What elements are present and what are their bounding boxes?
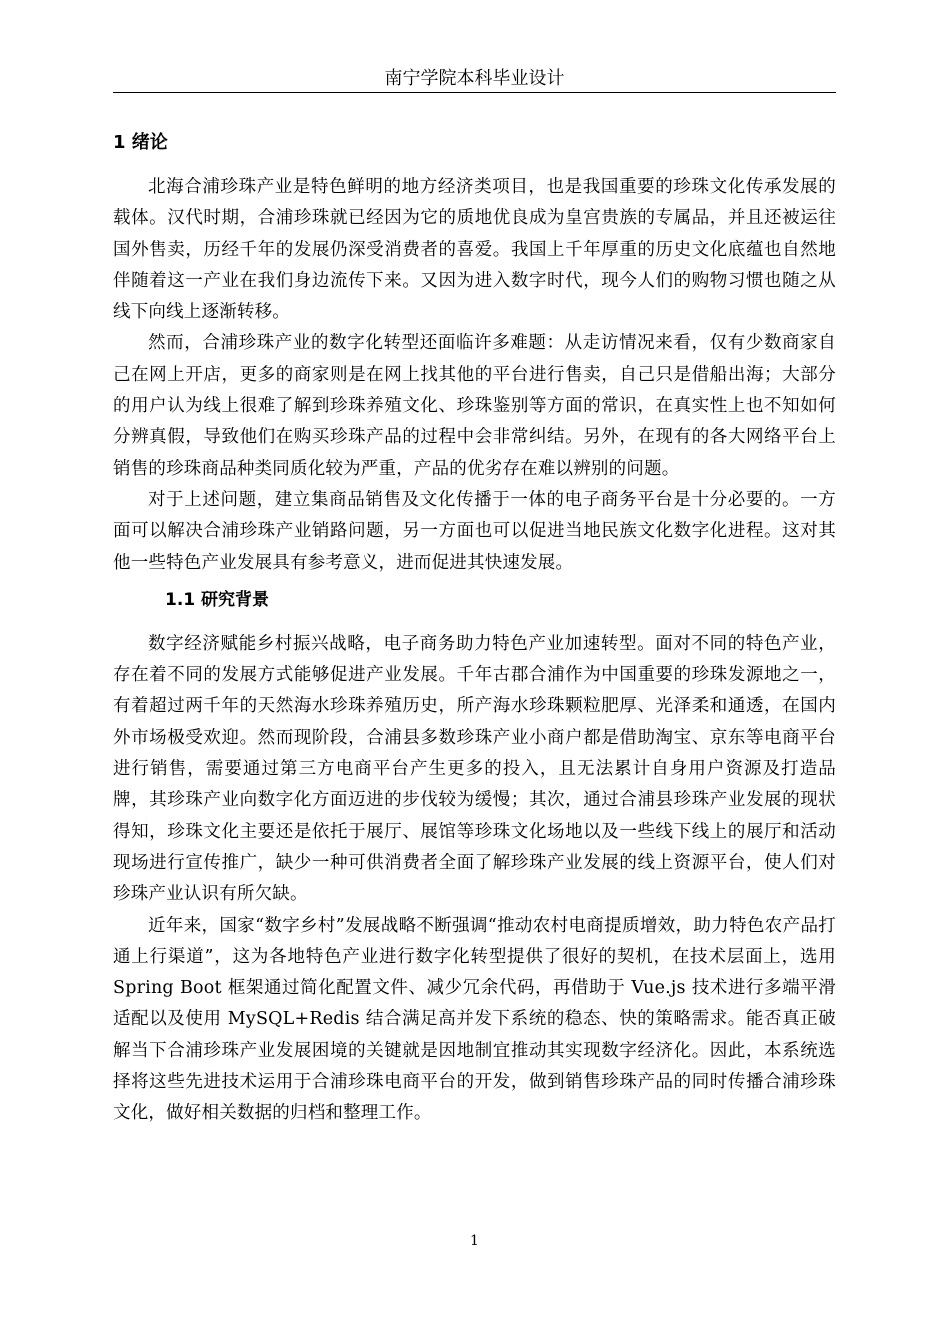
section-heading: 1.1 研究背景 [165,589,270,610]
page-number: 1 [470,1233,479,1249]
paragraph: 然而，合浦珍珠产业的数字化转型还面临许多难题：从走访情况来看，仅有少数商家自己在网上开店，更多的商家则是在网上找其他的平台进行售卖，自己只是借船出海；大部分的用户认为线上很难了解到珍珠养殖文化、珍珠鉴别等方面的常识，在真实性上也不知如何分辨真假，导致他们在购买珍珠产品的过程中会非常纠结。另外，在现有的各大网络平台上销售的珍珠商品种类同质化较为严重，产品的优劣存在难以辨别的问题。 [113,333,836,479]
paragraph: 北海合浦珍珠产业是特色鲜明的地方经济类项目，也是我国重要的珍珠文化传承发展的载体。汉代时期，合浦珍珠就已经因为它的质地优良成为皇宫贵族的专属品，并且还被运往国外售卖，历经千年的发展仍深受消费者的喜爱。我国上千年厚重的历史文化底蕴也自然地伴随着这一产业在我们身边流传下来。又因为进入数字时代，现今人们的购物习惯也随之从线下向线上逐渐转移。 [113,177,836,323]
page-content [113,128,836,1130]
chapter-heading: 1 绪论 [113,132,168,153]
paragraph: 数字经济赋能乡村振兴战略，电子商务助力特色产业加速转型。面对不同的特色产业，存在着不同的发展方式能够促进产业发展。千年古郡合浦作为中国重要的珍珠发源地之一，有着超过两千年的天然海水珍珠养殖历史，所产海水珍珠颗粒肥厚、光泽柔和通透，在国内外市场极受欢迎。然而现阶段，合浦县多数珍珠产业小商户都是借助淘宝、京东等电商平台进行销售，需要通过第三方电商平台产生更多的投入，且无法累计自身用户资源及打造品牌，其珍珠产业向数字化方面迈进的步伐较为缓慢；其次，通过合浦县珍珠产业发展的现状得知，珍珠文化主要还是依托于展厅、展馆等珍珠文化场地以及一些线下线上的展厅和活动现场进行宣传推广，缺少一种可供消费者全面了解珍珠产业发展的线上资源平台，使人们对珍珠产业认识有所欠缺。 [113,633,836,905]
paragraph: 近年来，国家“数字乡村”发展战略不断强调“推动农村电商提质增效，助力特色农产品打通上行渠道”，这为各地特色产业进行数字化转型提供了很好的契机，在技术层面上，选用 Spring Boot 框架通过简化配置文件、减少冗余代码，再借助于 Vue.js 技术进行多端平滑适配以及使用 MySQL+Redis 结合满足高并发下系统的稳态、快的策略需求。能否真正破解当下合浦珍珠产业发展困境的关键就是因地制宜推动其实现数字经济化。因此，本系统选择将这些先进技术运用于合浦珍珠电商平台的开发，做到销售珍珠产品的同时传播合浦珍珠文化，做好相关数据的归档和整理工作。 [113,915,836,1124]
running-header: 南宁学院本科毕业设计 [384,68,565,89]
header-rule [113,92,836,93]
paragraph: 对于上述问题，建立集商品销售及文化传播于一体的电子商务平台是十分必要的。一方面可以解决合浦珍珠产业销路问题，另一方面也可以促进当地民族文化数字化进程。这对其他一些特色产业发展具有参考意义，进而促进其快速发展。 [113,489,836,573]
